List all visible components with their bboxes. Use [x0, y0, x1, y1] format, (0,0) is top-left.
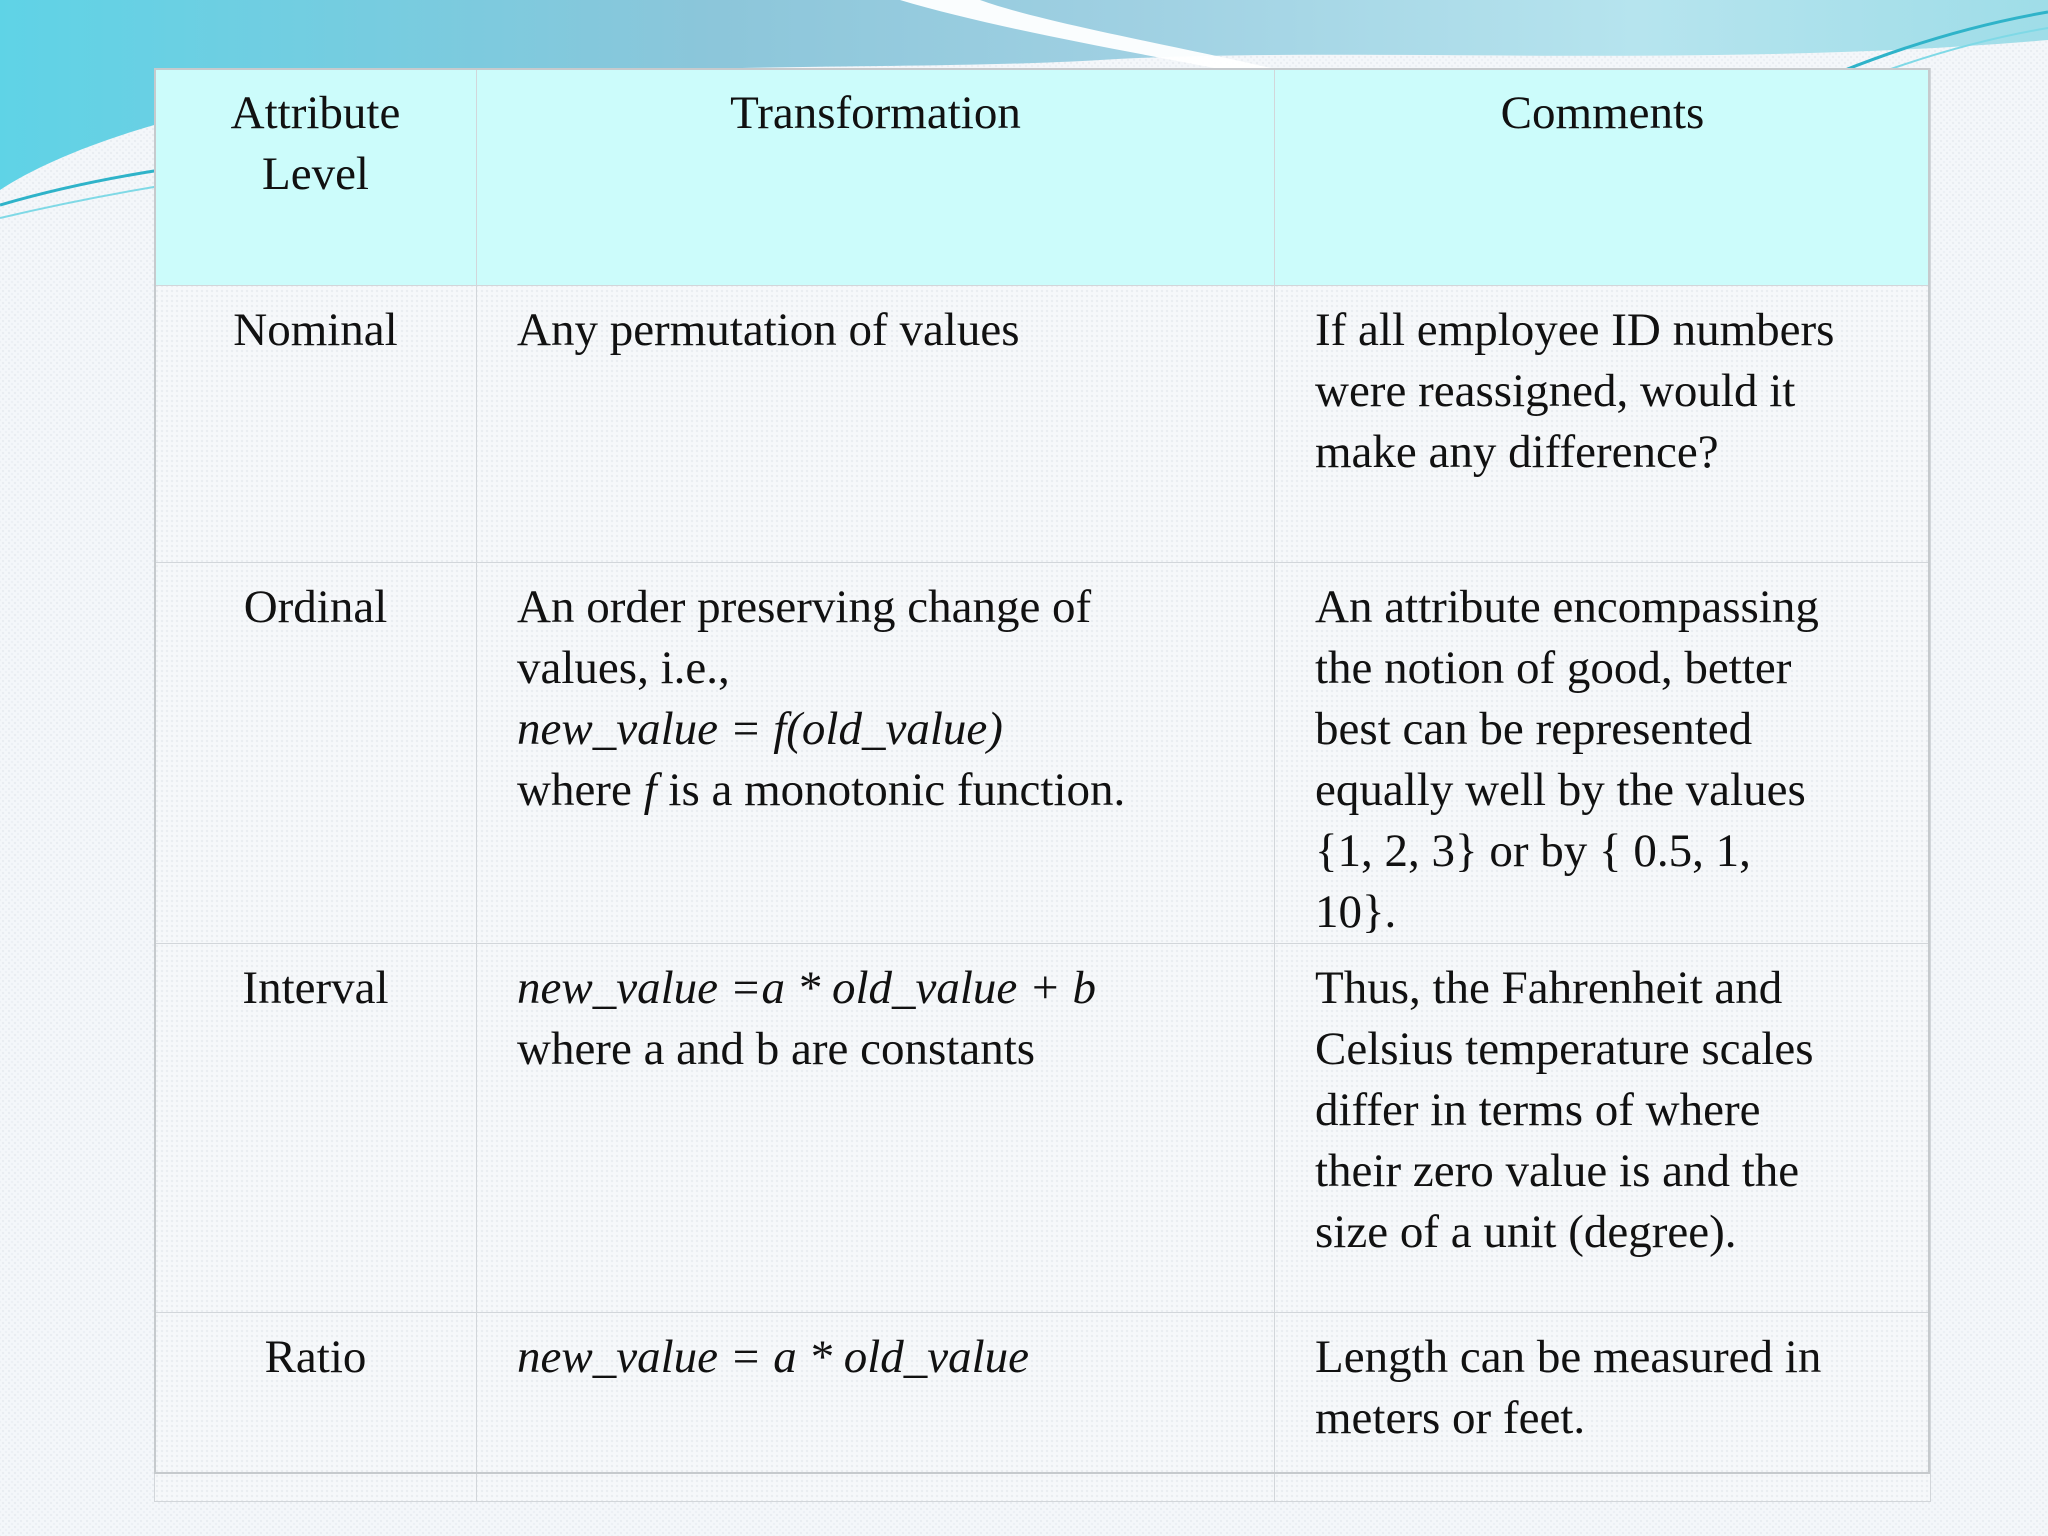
function-variable: f: [643, 764, 657, 816]
comment-line: were reassigned, would it: [1315, 365, 1796, 417]
transformation-text: is a monotonic function.: [656, 764, 1126, 816]
transformation-line: where a and b are constants: [517, 1023, 1036, 1075]
table-row-interval: [155, 944, 1931, 1313]
comment-line: An attribute encompassing: [1315, 581, 1819, 633]
level-cell-nominal: [155, 286, 477, 563]
comment-line: If all employee ID numbers: [1315, 304, 1835, 356]
transformation-line: values, i.e.,: [517, 642, 730, 694]
comment-line: make any difference?: [1315, 426, 1719, 478]
comment-cell-interval: [1275, 944, 1931, 1313]
transformation-cell-ratio: [477, 1313, 1275, 1502]
comment-line: equally well by the values: [1315, 764, 1806, 816]
level-label-nominal: Nominal: [233, 304, 398, 356]
table-row-ordinal: [155, 563, 1931, 944]
transformation-line: [517, 760, 1250, 821]
transformation-cell-ordinal: [477, 563, 1275, 944]
header-level-line-2: Level: [262, 148, 369, 200]
level-label-ratio: Ratio: [264, 1331, 367, 1383]
comment-line: Thus, the Fahrenheit and: [1315, 962, 1783, 1014]
comment-line: Celsius temperature scales: [1315, 1023, 1814, 1075]
comment-cell-ratio: [1275, 1313, 1931, 1502]
comment-line: size of a unit (degree).: [1315, 1206, 1737, 1258]
comment-cell-nominal: [1275, 286, 1931, 563]
transformation-line: An order preserving change of: [517, 581, 1092, 633]
level-label-ordinal: Ordinal: [243, 581, 388, 633]
comment-line: Length can be measured in: [1315, 1331, 1822, 1383]
table-row-ratio: [155, 1313, 1931, 1502]
transformation-formula: new_value = a * old_value: [517, 1331, 1030, 1383]
level-cell-ratio: [155, 1313, 477, 1502]
comment-line: best can be represented: [1315, 703, 1753, 755]
comment-line: {1, 2, 3} or by { 0.5, 1,: [1315, 825, 1751, 877]
level-label-interval: Interval: [242, 962, 389, 1014]
comment-line: differ in terms of where: [1315, 1084, 1761, 1136]
comment-line: meters or feet.: [1315, 1392, 1586, 1444]
header-comments: [1275, 69, 1931, 286]
header-comments-label: Comments: [1500, 87, 1705, 139]
header-transformation: [477, 69, 1275, 286]
level-cell-ordinal: [155, 563, 477, 944]
header-transformation-label: Transformation: [730, 87, 1021, 139]
transformation-formula: new_value =a * old_value + b: [517, 962, 1097, 1014]
transformation-cell-nominal: [477, 286, 1275, 563]
comment-line: the notion of good, better: [1315, 642, 1792, 694]
header-attribute-level: [155, 69, 477, 286]
attribute-transformation-table: [154, 68, 1931, 1502]
level-cell-interval: [155, 944, 477, 1313]
comment-cell-ordinal: [1275, 563, 1931, 944]
header-level-line-1: Attribute: [230, 87, 401, 139]
comment-line: 10}.: [1315, 886, 1397, 938]
comment-line: their zero value is and the: [1315, 1145, 1800, 1197]
transformation-text-nominal: Any permutation of values: [517, 304, 1020, 356]
table-row-nominal: [155, 286, 1931, 563]
table-header-row: [155, 69, 1931, 286]
transformation-formula: new_value = f(old_value): [517, 703, 1003, 755]
transformation-text: where: [517, 764, 644, 816]
transformation-cell-interval: [477, 944, 1275, 1313]
